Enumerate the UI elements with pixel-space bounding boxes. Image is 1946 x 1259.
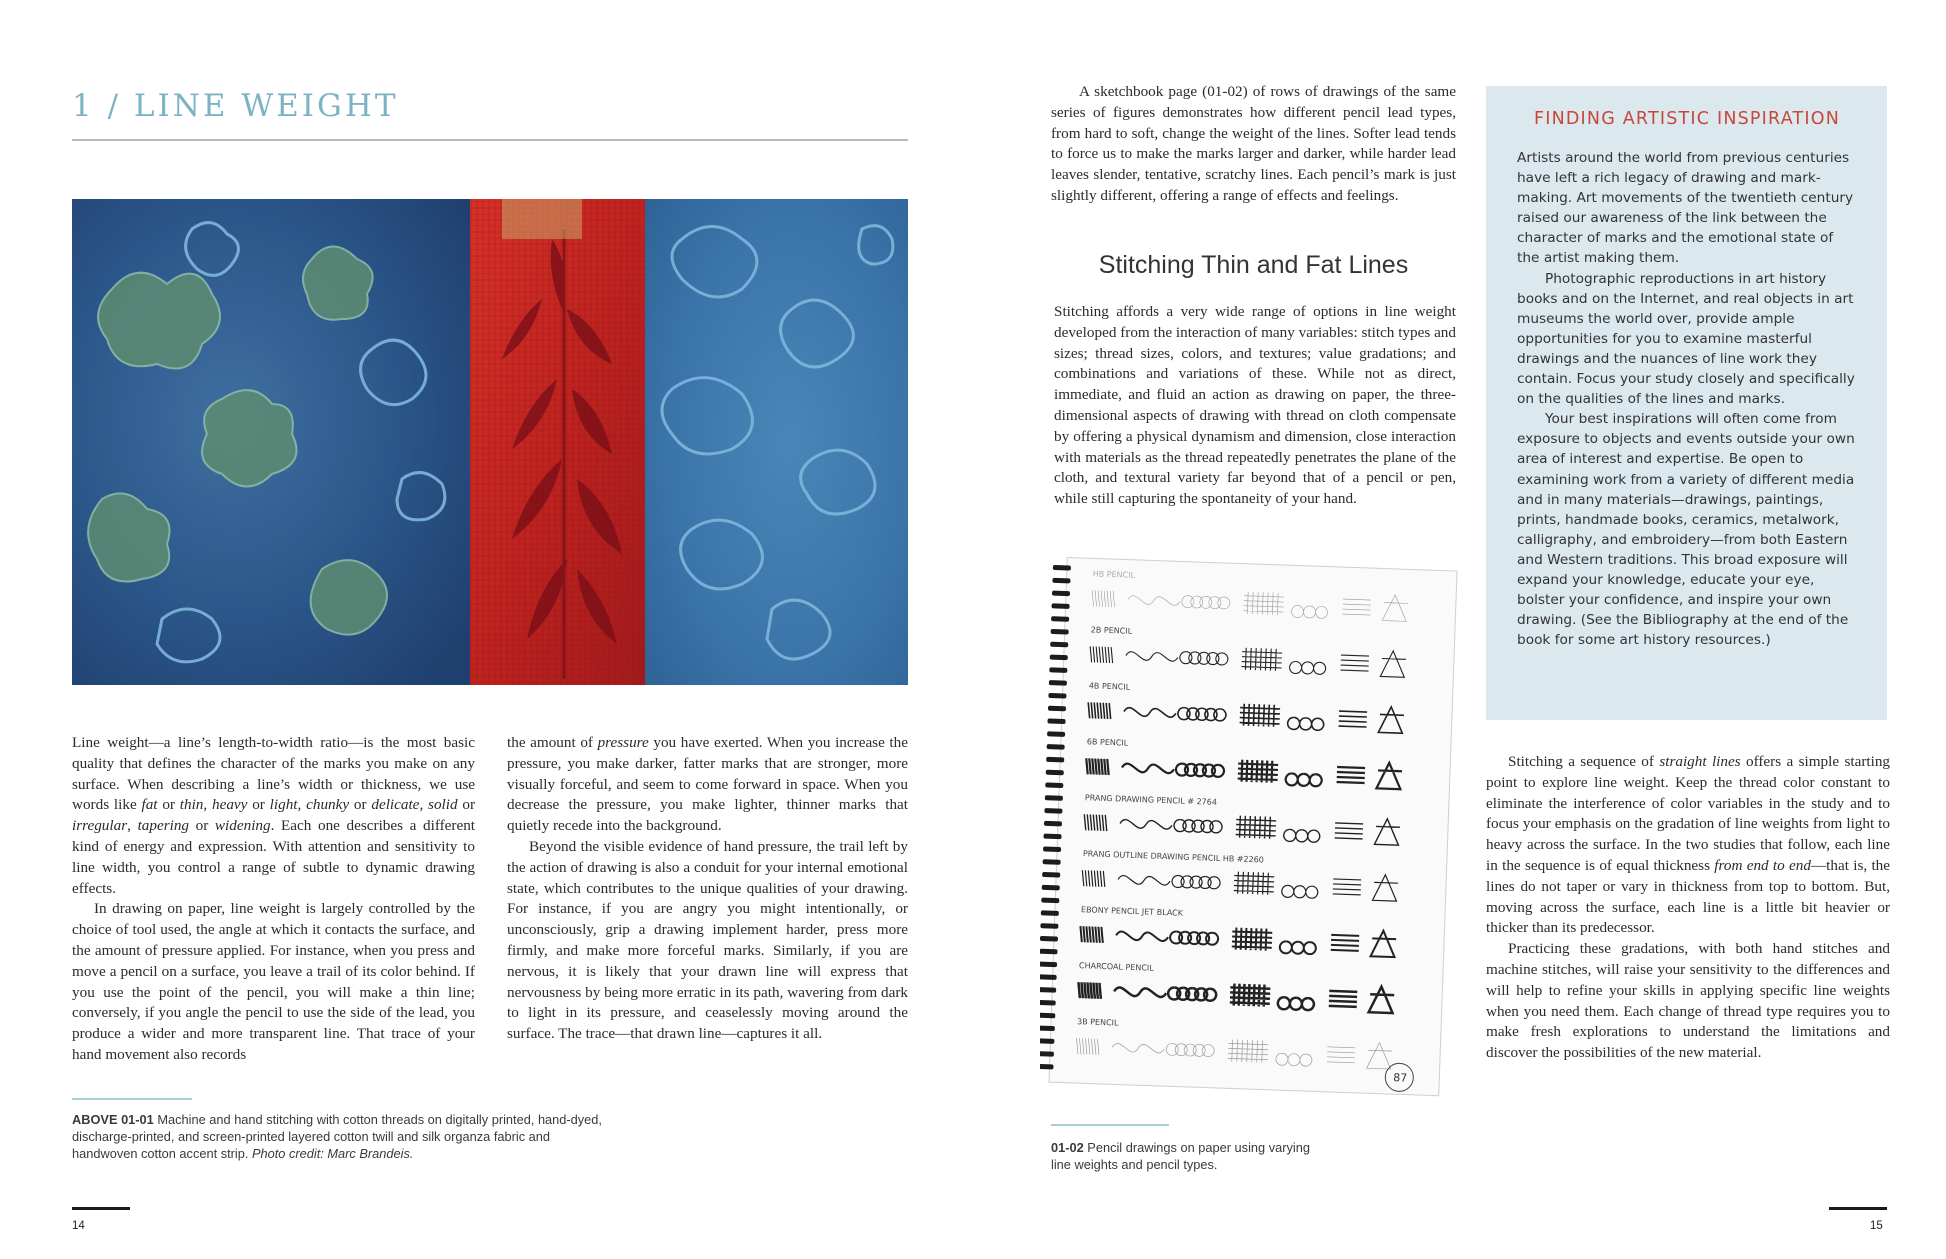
spiral-ring <box>1041 898 1059 904</box>
spiral-ring <box>1046 770 1064 776</box>
caption-credit: Photo credit: Marc Brandeis. <box>251 1145 414 1161</box>
spiral-ring <box>1040 949 1058 955</box>
caption-text: Machine and hand stitching with cotton threads on digitally printed, hand-dyed, discharge-printed, and screen-printed layered cotton twill and silk organza fabric and handwoven cotton accent strip. <box>72 1112 602 1161</box>
sidebar-body <box>1517 148 1857 650</box>
spiral-ring <box>1052 591 1070 597</box>
spiral-ring <box>1040 974 1057 980</box>
spiral-ring <box>1040 1013 1055 1019</box>
spiral-ring <box>1049 667 1067 673</box>
sidebar-box <box>1486 86 1887 720</box>
title-rule <box>72 139 908 141</box>
spiral-ring <box>1043 834 1061 840</box>
chapter-title: 1 / LINE WEIGHT <box>72 88 399 124</box>
spiral-ring <box>1040 1025 1055 1031</box>
spiral-ring <box>1040 923 1058 929</box>
folio-rule-right <box>1829 1207 1887 1210</box>
sketch-row-label: PRANG OUTLINE DRAWING PENCIL HB #2260 <box>1082 849 1265 865</box>
spiral-ring <box>1044 821 1062 827</box>
sketch-row-label: EBONY PENCIL JET BLACK <box>1080 905 1184 918</box>
spiral-ring <box>1042 885 1060 891</box>
spiral-ring <box>1051 629 1069 635</box>
sketchbook-figure <box>1040 552 1460 1100</box>
spiral-ring <box>1044 808 1062 814</box>
sketch-row-label: 2B PENCIL <box>1090 625 1133 636</box>
spiral-ring <box>1047 718 1065 724</box>
spiral-ring <box>1052 578 1070 584</box>
body-column-right: Stitching a sequence of straight lines offers a simple starting point to explore line weight. Keep the thread color constant to eliminate the interference of color variables in the study and to focus your emphasis on the gradation of line weights from light to heavy across the surface. In the two studies that follow, each line in the sequence is of equal thickness from end to end—that is, the lines do not taper or vary in thickness from top to bottom. But, moving across the surface, each line is a little bit heavier or thicker than its predecessor. Practicing these gradations, with both hand stitches and machine stitches, will raise your sensitivity to the differences and will help to refine your skills in applying specific line weights when you need them. Each change of thread type requires you to make fresh explorations to understand the limitations and discover the possibilities of the new material. <box>1486 753 1891 1062</box>
sketch-row-label: CHARCOAL PENCIL <box>1078 961 1154 973</box>
caption-label: 01-02 <box>1051 1140 1084 1155</box>
spiral-ring <box>1040 1064 1054 1070</box>
spiral-ring <box>1043 846 1061 852</box>
spiral-ring <box>1045 795 1063 801</box>
caption-rule <box>72 1098 192 1100</box>
page-number-right: 15 <box>1870 1220 1883 1232</box>
spiral-ring <box>1040 987 1056 993</box>
sketch-row-label: PRANG DRAWING PENCIL # 2764 <box>1084 793 1218 807</box>
spiral-ring <box>1051 603 1069 609</box>
body-column-1: Line weight—a line’s length-to-width ratio—is the most basic quality that defines the character of the marks you make on any surface. When describing a line’s width or thickness, we use words like fat or thin, heavy or light, chunky or delicate, solid or irregular, tapering or widening. Each one describes a different kind of energy and expression. With attention and sensitivity to line width, you control a range of subtle to dynamic drawing effects. In drawing on paper, line weight is largely controlled by the choice of tool used, the angle at which it contacts the surface, and the amount of pressure applied. For instance, when you press and move a pencil on a surface, you leave a trail of its color behind. If you use the point of the pencil, you will make a thin line; conversely, if you angle the pencil to use the side of the lead, you produce a wider and more transparent line. That trace of your hand movement also records <box>72 734 476 1063</box>
sidebar-paragraph: Your best inspirations will often come from exposure to objects and events outside your own area of interest and expertise. Be open to examining work from a variety of different media and in many materials—drawings, paintings, prints, handmade books, ceramics, metalwork, calligraphy, and embroidery—from both Eastern and Western traditions. This broad exposure will expand your knowledge, educate your eye, bolster your confidence, and inspire your own drawing. (See the Bibliography at the end of the book for some art history resources.) <box>1517 411 1855 649</box>
caption-label: ABOVE 01-01 <box>72 1112 154 1127</box>
sidebar-paragraph: Artists around the world from previous centuries have left a rich legacy of drawing and mark-making. Art movements of the twentieth century raised our awareness of the link between the character of marks and the emotional state of the artist making them. <box>1517 150 1854 267</box>
sketch-row-label: 4B PENCIL <box>1088 681 1131 692</box>
spiral-ring <box>1040 1038 1054 1044</box>
spiral-ring <box>1049 680 1067 686</box>
caption-rule <box>1051 1124 1169 1126</box>
sketch-row-label: 3B PENCIL <box>1076 1017 1119 1028</box>
caption-text: Pencil drawings on paper using varying line weights and pencil types. <box>1051 1140 1310 1172</box>
spiral-ring <box>1040 962 1057 968</box>
sidebar-title: FINDING ARTISTIC INSPIRATION <box>1533 109 1841 129</box>
spiral-ring <box>1048 693 1066 699</box>
body-column-2: the amount of pressure you have exerted. When you increase the pressure, you make darker, fatter marks that are stronger, more visually forceful, and seem to come forward in space. When you decrease the pressure, you make lighter, thinner marks that quietly recede into the background. Beyond the visible evidence of hand pressure, the trail left by the action of drawing is also a conduit for your internal emotional state, which contributes to the unique qualities of your drawing. For instance, if you are angry you might intentionally, or unconsciously, grip a drawing implement harder, press more firmly, and make more forceful marks. Similarly, if you are nervous, it is likely that your drawn line will express that nervousness by being more erratic in its path, wavering from dark to light in its pressure, and ceaselessly moving around the surface. The trace—that drawn line—captures it all. <box>507 734 908 1043</box>
spiral-ring <box>1048 706 1066 712</box>
spiral-ring <box>1045 782 1063 788</box>
spiral-ring <box>1040 1000 1056 1006</box>
spiral-ring <box>1042 872 1060 878</box>
section-body: Stitching affords a very wide range of options in line weight developed from the interaction of many variables: stitch types and sizes; thread sizes, colors, and textures; value gradations; and combinations and variations of these. While not as direct, immediate, and fluid an action as drawing on paper, the three-dimensional aspects of drawing with thread on cloth compensate by offering a physical dynamism and dimension, close interaction with materials as the thread repeatedly penetrates the plane of the cloth, and textural variety far beyond that of a pencil or pen, while still capturing the spontaneity of your hand. <box>1054 303 1456 508</box>
sketch-page-number: 87 <box>1393 1071 1408 1085</box>
spiral-ring <box>1047 731 1065 737</box>
spiral-ring <box>1040 1051 1054 1057</box>
section-heading: Stitching Thin and Fat Lines <box>1098 251 1409 279</box>
spiral-ring <box>1046 757 1064 763</box>
spiral-ring <box>1053 565 1071 571</box>
sketch-row-label: 6B PENCIL <box>1086 737 1129 748</box>
page-number-left: 14 <box>72 1220 85 1232</box>
spiral-ring <box>1051 616 1069 622</box>
spiral-ring <box>1050 642 1068 648</box>
spiral-ring <box>1047 744 1065 750</box>
spiral-ring <box>1050 655 1068 661</box>
fabric-photo-figure <box>72 199 908 685</box>
folio-rule-left <box>72 1207 130 1210</box>
intro-paragraph: A sketchbook page (01-02) of rows of drawings of the same series of figures demonstrates how different pencil lead types, from hard to soft, change the weight of the lines. Softer lead tends to force us to make the marks larger and darker, while harder lead leaves slender, tentative, scratchy lines. Each pencil’s mark is just slightly different, offering a range of effects and feelings. <box>1051 83 1456 204</box>
sidebar-paragraph: Photographic reproductions in art history books and on the Internet, and real objects in art museums the world over, provide ample opportunities for you to examine masterful drawings and the nuances of line work they contain. Focus your study closely and specifically on the qualities of the lines and marks. <box>1517 270 1855 408</box>
spiral-ring <box>1043 859 1061 865</box>
figure-caption-01-01 <box>72 1112 612 1162</box>
figure-caption-01-02 <box>1051 1140 1311 1174</box>
sketch-row-label: HB PENCIL <box>1092 569 1136 580</box>
spiral-ring <box>1040 936 1058 942</box>
spiral-ring <box>1041 910 1059 916</box>
